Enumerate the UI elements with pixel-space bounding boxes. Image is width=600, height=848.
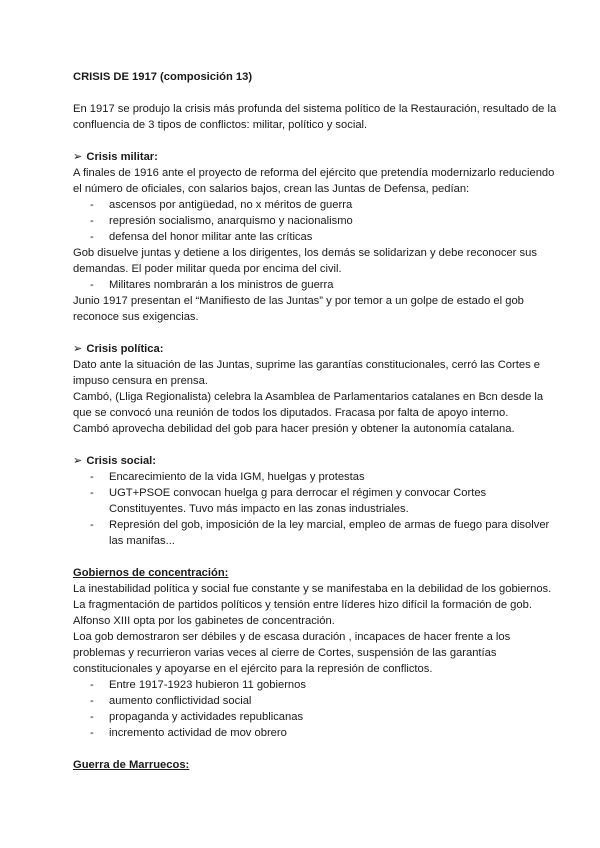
list-item: - Encarecimiento de la vida IGM, huelgas y protestas (73, 469, 560, 485)
list-item: - incremento actividad de mov obrero (73, 725, 560, 741)
spacer (73, 85, 560, 101)
intro-paragraph: En 1917 se produjo la crisis más profunda del sistema político de la Restauración, resultado de la confluencia de 3 tipos de conflictos: militar, político y social. (73, 103, 557, 131)
concentration-governments-heading: Gobiernos de concentración: (73, 567, 229, 579)
social-crisis-title: Crisis social: (86, 455, 157, 467)
concentration-paragraph-1: La inestabilidad política y social fue constante y se manifestaba en la debilidad de los gobiernos. La fragmentación de partidos políticos y tensión entre líderes hizo difícil la formación de gob. Alfonso XIII opta por los gabinetes de concentración. (73, 583, 552, 627)
arrow-bullet-icon: ➢ (73, 343, 83, 355)
social-crisis-heading (73, 453, 560, 469)
spacer (73, 325, 560, 341)
spacer (73, 437, 560, 453)
military-paragraph-3: Junio 1917 presentan el “Manifiesto de las Juntas” y por temor a un golpe de estado el gob reconoce sus exigencias. (73, 295, 524, 323)
list-item: - UGT+PSOE convocan huelga g para derrocar el régimen y convocar Cortes Constituyentes. Tuvo más impacto en las zonas industriales. (73, 485, 560, 517)
list-item: - propaganda y actividades republicanas (73, 709, 560, 725)
spacer (73, 741, 560, 757)
military-crisis-title: Crisis militar: (86, 151, 158, 163)
political-paragraph-1: Dato ante la situación de las Juntas, suprime las garantías constitucionales, cerró las Cortes e impuso censura en prensa. (73, 359, 541, 387)
morocco-war-heading: Guerra de Marruecos: (73, 759, 190, 771)
military-consequence-list (73, 277, 560, 293)
list-item: - aumento conflictividad social (73, 693, 560, 709)
political-crisis-title: Crisis política: (86, 343, 164, 355)
spacer (73, 133, 560, 149)
list-item: - defensa del honor militar ante las críticas (73, 229, 560, 245)
spacer (73, 549, 560, 565)
military-demands-list (73, 197, 560, 245)
list-item: - Entre 1917-1923 hubieron 11 gobiernos (73, 677, 560, 693)
political-crisis-heading (73, 341, 560, 357)
concentration-paragraph-2: Loa gob demostraron ser débiles y de escasa duración , incapaces de hacer frente a los problemas y recurrieron varias veces al cierre de Cortes, suspensión de las garantías constitucionales y apoyarse en el ejército para la represión de conflictos. (73, 631, 511, 675)
document-title: CRISIS DE 1917 (composición 13) (73, 71, 253, 83)
political-paragraph-2: Cambó, (Lliga Regionalista) celebra la Asamblea de Parlamentarios catalanes en Bcn desde la que se convocó una reunión de todos los diputados. Fracasa por falta de apoyo interno. (73, 391, 544, 419)
list-item: - ascensos por antigüedad, no x méritos de guerra (73, 197, 560, 213)
arrow-bullet-icon: ➢ (73, 455, 83, 467)
list-item: - Militares nombrarán a los ministros de guerra (73, 277, 560, 293)
political-paragraph-3: Cambó aprovecha debilidad del gob para hacer presión y obtener la autonomía catalana. (73, 423, 515, 435)
arrow-bullet-icon: ➢ (73, 151, 83, 163)
military-paragraph-1: A finales de 1916 ante el proyecto de reforma del ejército que pretendía modernizarlo reduciendo el número de oficiales, con salarios bajos, crean las Juntas de Defensa, pedían: (73, 167, 555, 195)
social-crisis-list (73, 469, 560, 549)
list-item: - Represión del gob, imposición de la ley marcial, empleo de armas de fuego para disolver las manifas... (73, 517, 560, 549)
military-paragraph-2: Gob disuelve juntas y detiene a los dirigentes, los demás se solidarizan y debe reconocer sus demandas. El poder militar queda por encima del civil. (73, 247, 537, 275)
list-item: - represión socialismo, anarquismo y nacionalismo (73, 213, 560, 229)
military-crisis-heading (73, 149, 560, 165)
concentration-list (73, 677, 560, 741)
